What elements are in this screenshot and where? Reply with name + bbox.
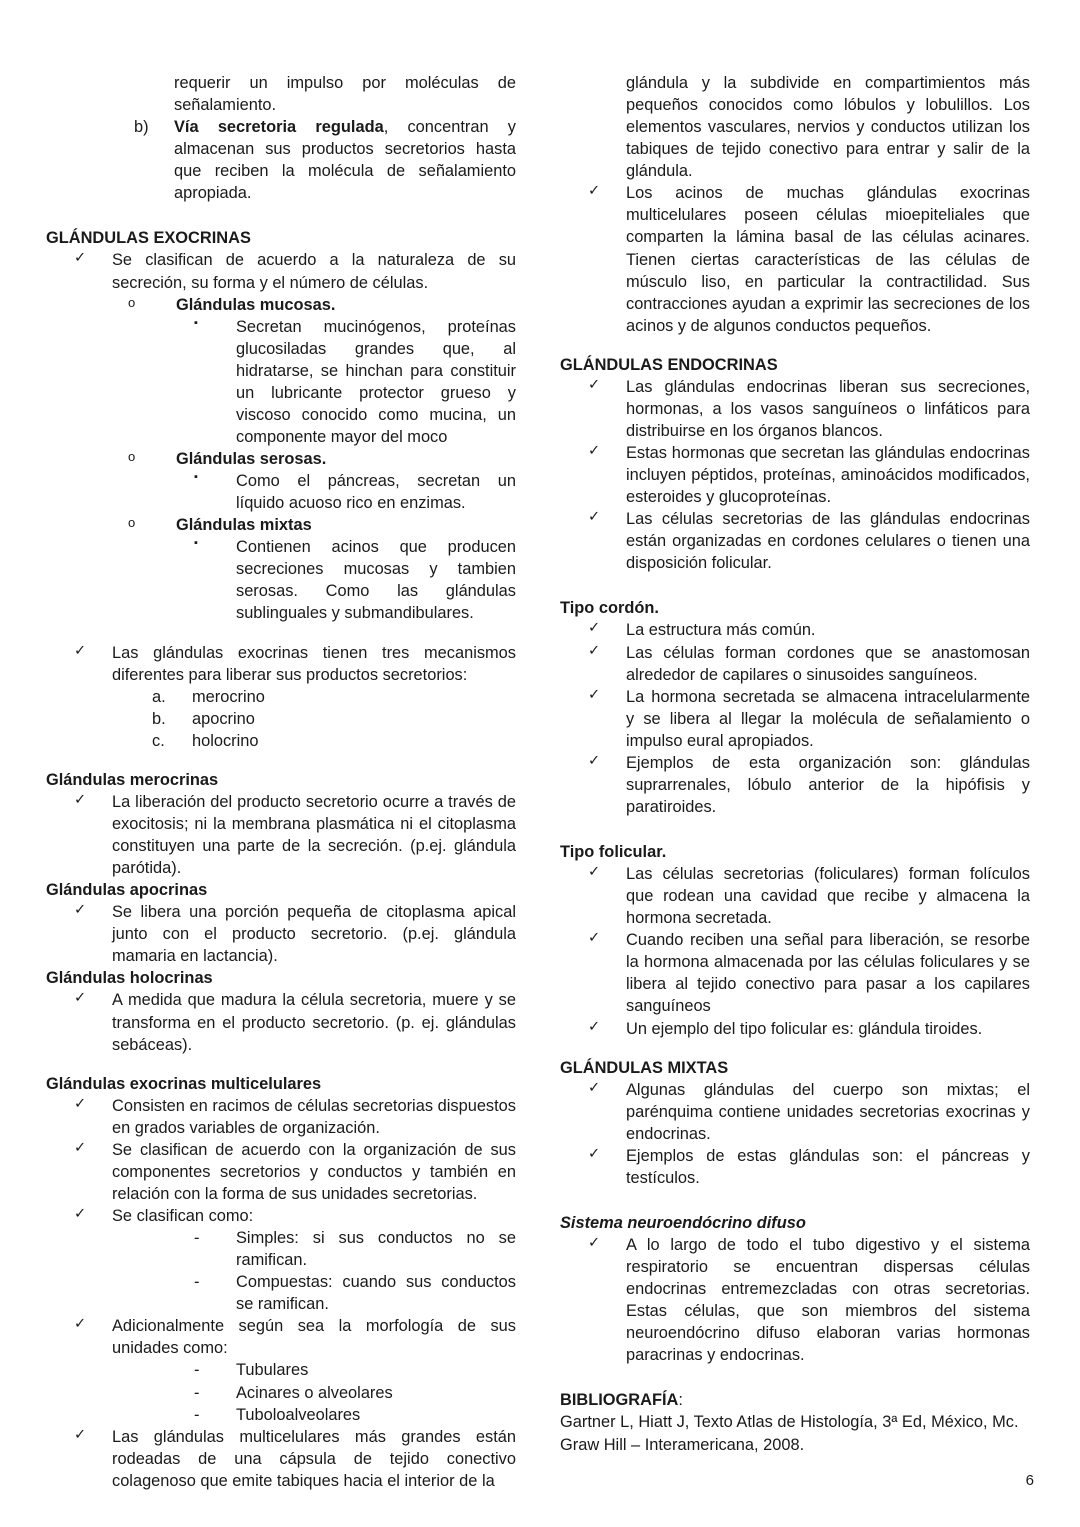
holocrinas-item — [46, 989, 516, 1055]
neuroendocrino-text: A lo largo de todo el tubo digestivo y el sistema respiratorio se encuentran dispersas células endocrinas entremezcladas con otras secretorias. Estas células, que son miembros del sistema neuroendócrino difuso elaboran varias hormonas paracrinas y endocrinas. — [626, 1236, 1030, 1365]
exocrinas-intro-cell — [112, 249, 516, 293]
two-column-layout — [46, 72, 1034, 1492]
mixtas-item — [560, 1145, 1030, 1189]
mecanismos-intro-cell — [112, 642, 516, 686]
serosas-title-bold: Glándulas serosas. — [176, 450, 327, 468]
continued-paragraph-cell — [174, 72, 516, 116]
clasificacion-text: Compuestas: cuando sus conductos se ramifican. — [236, 1273, 516, 1314]
spacer — [46, 625, 516, 642]
mucosas-detail-item — [46, 316, 516, 448]
check-icon: ✓ — [74, 1095, 87, 1112]
circle-bullet-icon: o — [128, 294, 136, 310]
list-marker-a: a. — [152, 687, 166, 706]
multicelulares-item-4-text: Adicionalmente según sea la morfología de sus unidades como: — [112, 1317, 516, 1358]
bibliografia-label: BIBLIOGRAFÍA — [560, 1391, 679, 1410]
check-icon: ✓ — [74, 1206, 87, 1222]
apocrinas-item — [46, 901, 516, 967]
mucosas-title-bold: Glándulas mucosas. — [176, 295, 336, 314]
cordon-cell — [626, 642, 1030, 686]
list-item-mucosas — [46, 294, 516, 316]
continued-paragraph-row — [46, 72, 516, 116]
cordon-cell — [626, 619, 1030, 641]
mixtas-detail-text: Contienen acinos que producen secreciones mucosas y tambien serosas. Como las glándulas sublinguales y submandibulares. — [236, 538, 516, 623]
check-icon: ✓ — [588, 1145, 601, 1162]
list-item-b-text — [174, 116, 516, 204]
multicelulares-item-3 — [46, 1205, 516, 1227]
morfologia-cell — [236, 1359, 516, 1381]
heading-glandulas-exocrinas-multicelulares: Glándulas exocrinas multicelulares — [46, 1074, 322, 1093]
check-icon: ✓ — [588, 752, 601, 769]
circle-bullet-icon: o — [128, 449, 136, 464]
mecanismo-label: merocrino — [192, 687, 265, 706]
clasificacion-cell — [236, 1271, 516, 1315]
check-icon: ✓ — [588, 1079, 601, 1096]
serosas-detail-cell — [236, 470, 516, 514]
folicular-item — [560, 929, 1030, 1017]
list-item-mecanismo — [46, 686, 516, 708]
right-column — [560, 72, 1030, 1456]
mixtas-detail-cell — [236, 536, 516, 624]
morfologia-item — [46, 1359, 516, 1381]
left-column — [46, 72, 516, 1492]
heading-sistema-neuroendocrino-difuso: Sistema neuroendócrino difuso — [560, 1213, 806, 1232]
cordon-text: La estructura más común. — [626, 621, 816, 640]
list-item-serosas — [46, 448, 516, 470]
folicular-cell — [626, 863, 1030, 929]
mixtas-cell — [626, 1145, 1030, 1189]
mucosas-detail-cell — [236, 316, 516, 448]
apocrinas-text: Se libera una porción pequeña de citoplasma apical junto con el producto secretorio. (p.ej. glándula mamaria en lactancia). — [112, 903, 516, 966]
mixtas-title-cell — [176, 514, 516, 536]
apocrinas-cell — [112, 901, 516, 967]
multicelulares-item-1-text: Consisten en racimos de células secretorias dispuestos en grados variables de organización. — [112, 1096, 516, 1137]
check-icon: ✓ — [588, 1235, 601, 1251]
serosas-title — [176, 448, 516, 470]
heading-tipo-cordon: Tipo cordón. — [560, 599, 659, 618]
check-icon: ✓ — [588, 620, 601, 637]
list-marker-b: b. — [152, 709, 166, 728]
morfologia-item — [46, 1382, 516, 1404]
merocrinas-item — [46, 791, 516, 879]
exocrinas-intro-text: Se clasifican de acuerdo a la naturaleza de su secreción, su forma y el número de células. — [112, 251, 516, 292]
heading-glandulas-mixtas: GLÁNDULAS MIXTAS — [560, 1058, 729, 1077]
list-item-b — [46, 116, 516, 204]
continued-paragraph: glándula y la subdivide en compartimientos más pequeños conocidos como lóbulos y lobulillos. Los elementos vasculares, nervios y conductos utilizan los tabiques de tejido conectivo para entrar y salir de la glándula. — [626, 74, 1030, 181]
mecanismo-label: holocrino — [192, 731, 259, 750]
mucosas-title-cell — [176, 294, 516, 316]
holocrinas-text: A medida que madura la célula secretoria, muere y se transforma en el producto secretorio. (p. ej. glándulas sebáceas). — [112, 991, 516, 1054]
folicular-text: Las células secretorias (foliculares) forman folículos que rodean una cavidad que recibe y almacena la hormona secretada. — [626, 865, 1030, 928]
multicelulares-item-2-cell — [112, 1139, 516, 1205]
folicular-cell — [626, 929, 1030, 1017]
check-icon: ✓ — [74, 902, 87, 919]
folicular-text: Un ejemplo del tipo folicular es: glándula tiroides. — [626, 1019, 983, 1038]
multicelulares-item-1 — [46, 1095, 516, 1139]
cordon-cell — [626, 686, 1030, 752]
endocrinas-item — [560, 376, 1030, 442]
bibliografia-reference: Gartner L, Hiatt J, Texto Atlas de Histología, 3ª Ed, México, Mc. Graw Hill – Interamericana, 2008. — [560, 1413, 1019, 1454]
mixtas-text: Algunas glándulas del cuerpo son mixtas; el parénquima contiene unidades secretorias exocrinas y endocrinas. — [626, 1080, 1030, 1143]
mixtas-item — [560, 1079, 1030, 1145]
mucosas-detail-text: Secretan mucinógenos, proteínas glucosiladas grandes que, al hidratarse, se hinchan para constituir un lubricante protector grueso y viscoso conocido como mucina, un componente mayor del moco — [236, 317, 516, 446]
check-icon: ✓ — [588, 864, 601, 881]
continued-paragraph-row — [560, 72, 1030, 182]
clasificacion-text: Simples: si sus conductos no se ramifican. — [236, 1229, 516, 1270]
heading-bibliografia — [560, 1389, 1030, 1411]
multicelulares-item-3-cell — [112, 1205, 516, 1227]
serosas-detail-item — [46, 470, 516, 514]
multicelulares-item-4 — [46, 1315, 516, 1359]
mecanismo-cell — [192, 708, 516, 730]
check-icon: ✓ — [588, 642, 601, 659]
clasificacion-item — [46, 1271, 516, 1315]
list-item-mecanismo — [46, 730, 516, 752]
endocrinas-text: Las células secretorias de las glándulas endocrinas están organizadas en cordones celulares o tienen una disposición folicular. — [626, 510, 1030, 573]
heading-glandulas-exocrinas: GLÁNDULAS EXOCRINAS — [46, 229, 251, 248]
mecanismo-cell — [192, 730, 516, 752]
cordon-item — [560, 686, 1030, 752]
list-item-b-cell — [174, 116, 516, 204]
check-icon: ✓ — [74, 990, 87, 1007]
morfologia-text: Tubulares — [236, 1361, 309, 1380]
heading-glandulas-apocrinas: Glándulas apocrinas — [46, 881, 208, 900]
neuroendocrino-cell — [626, 1234, 1030, 1366]
mixtas-title-bold: Glándulas mixtas — [176, 516, 312, 535]
spacer — [560, 818, 1030, 841]
spacer — [46, 752, 516, 769]
check-icon: ✓ — [74, 791, 87, 808]
spacer — [560, 337, 1030, 354]
mecanismo-label: apocrino — [192, 709, 255, 728]
heading-glandulas-holocrinas: Glándulas holocrinas — [46, 969, 213, 988]
multicelulares-item-5-cell — [112, 1426, 516, 1492]
morfologia-text: Acinares o alveolares — [236, 1383, 393, 1402]
square-bullet-icon: ▪ — [194, 471, 198, 484]
morfologia-item — [46, 1404, 516, 1426]
folicular-item — [560, 1018, 1030, 1040]
neuroendocrino-item — [560, 1234, 1030, 1366]
check-icon: ✓ — [74, 642, 87, 659]
mecanismo-cell — [192, 686, 516, 708]
mecanismos-intro-text: Las glándulas exocrinas tienen tres mecanismos diferentes para liberar sus productos secretorios: — [112, 643, 516, 684]
list-marker-b: b) — [134, 118, 149, 137]
endocrinas-text: Estas hormonas que secretan las glándulas endocrinas incluyen péptidos, proteínas, aminoácidos modificados, esteroides y glucoproteínas. — [626, 444, 1030, 507]
cordon-text: Ejemplos de esta organización son: glándulas suprarrenales, lóbulo anterior de la hipófisis y paratiroides. — [626, 753, 1030, 816]
endocrinas-cell — [626, 508, 1030, 574]
endocrinas-item — [560, 442, 1030, 508]
heading-tipo-folicular: Tipo folicular. — [560, 843, 667, 861]
check-icon: ✓ — [588, 376, 601, 393]
endocrinas-cell — [626, 442, 1030, 508]
morfologia-cell — [236, 1382, 516, 1404]
dash-bullet-icon: - — [194, 1383, 200, 1402]
acinos-text: Los acinos de muchas glándulas exocrinas multicelulares poseen células mioepiteliales que comparten la lámina basal de las células acinares. Tienen ciertas características de las células de músculo liso, en particular la contractilidad. Sus contracciones ayudan a exprimir las secreciones de los acinos y de algunos conductos pequeños. — [626, 184, 1030, 335]
multicelulares-item-3-text: Se clasifican como: — [112, 1207, 254, 1225]
cordon-item — [560, 752, 1030, 818]
folicular-text: Cuando reciben una señal para liberación, se resorbe la hormona almacenada por las células foliculares y se libera al tejido conectivo para pasar a los capilares sanguíneos — [626, 931, 1030, 1016]
multicelulares-item-4-cell — [112, 1315, 516, 1359]
mixtas-detail-item — [46, 536, 516, 624]
cordon-text: La hormona secretada se almacena intracelularmente y se libera al llegar la molécula de señalamiento o impulso eural apropiados. — [626, 687, 1030, 750]
check-icon: ✓ — [588, 509, 601, 526]
spacer — [46, 1056, 516, 1073]
mecanismos-intro-item — [46, 642, 516, 686]
multicelulares-item-2 — [46, 1139, 516, 1205]
spacer — [560, 574, 1030, 597]
page-number: 6 — [1025, 1472, 1034, 1489]
mucosas-title — [176, 294, 516, 316]
list-item-mixtas — [46, 514, 516, 536]
spacer — [560, 1040, 1030, 1057]
multicelulares-item-1-cell — [112, 1095, 516, 1139]
dash-bullet-icon: - — [194, 1229, 200, 1248]
endocrinas-item — [560, 508, 1030, 574]
clasificacion-cell — [236, 1227, 516, 1271]
spacer — [560, 1189, 1030, 1212]
folicular-item — [560, 863, 1030, 929]
merocrinas-cell — [112, 791, 516, 879]
cordon-item — [560, 619, 1030, 641]
cordon-text: Las células forman cordones que se anastomosan alrededor de capilares o sinusoides sanguíneos. — [626, 643, 1030, 684]
mixtas-title — [176, 514, 516, 536]
multicelulares-item-2-text: Se clasifican de acuerdo con la organización de sus componentes secretorios y conductos y también en relación con la forma de sus unidades secretorias. — [112, 1140, 516, 1203]
list-marker-c: c. — [152, 731, 165, 750]
serosas-title-cell — [176, 448, 516, 470]
check-icon: ✓ — [588, 686, 601, 703]
endocrinas-cell — [626, 376, 1030, 442]
check-icon: ✓ — [74, 1316, 87, 1333]
dash-bullet-icon: - — [194, 1361, 200, 1380]
cordon-item — [560, 642, 1030, 686]
clasificacion-item — [46, 1227, 516, 1271]
check-icon: ✓ — [588, 443, 601, 459]
list-item-b-rest: , concentran y almacenan sus productos secretorios hasta que reciben la molécula de señalamiento apropiada. — [174, 118, 516, 203]
square-bullet-icon: ▪ — [194, 316, 198, 329]
multicelulares-item-5 — [46, 1426, 516, 1492]
heading-glandulas-merocrinas: Glándulas merocrinas — [46, 770, 219, 789]
continued-paragraph: requerir un impulso por moléculas de señalamiento. — [174, 74, 516, 115]
square-bullet-icon: ▪ — [194, 537, 198, 550]
acinos-item — [560, 182, 1030, 336]
serosas-detail-text: Como el páncreas, secretan un líquido acuoso rico en enzimas. — [236, 472, 516, 513]
bibliografia-colon: : — [678, 1391, 683, 1410]
endocrinas-text: Las glándulas endocrinas liberan sus secreciones, hormonas, a los vasos sanguíneos o linfáticos para distribuirse en los órganos blancos. — [626, 377, 1030, 440]
circle-bullet-icon: o — [128, 515, 136, 531]
check-icon: ✓ — [74, 1139, 87, 1156]
holocrinas-cell — [112, 989, 516, 1055]
heading-glandulas-endocrinas: GLÁNDULAS ENDOCRINAS — [560, 355, 778, 374]
multicelulares-item-5-text: Las glándulas multicelulares más grandes están rodeadas de una cápsula de tejido conectivo colagenoso que emite tabiques hacia el interior de la — [112, 1427, 516, 1490]
list-item-mecanismo — [46, 708, 516, 730]
spacer — [46, 204, 516, 227]
check-icon: ✓ — [588, 1018, 601, 1035]
spacer — [560, 1366, 1030, 1389]
dash-bullet-icon: - — [194, 1273, 200, 1292]
continued-paragraph-cell — [626, 72, 1030, 182]
morfologia-cell — [236, 1404, 516, 1426]
dash-bullet-icon: - — [194, 1405, 200, 1424]
morfologia-text: Tuboloalveolares — [236, 1405, 361, 1424]
mixtas-cell — [626, 1079, 1030, 1145]
cordon-cell — [626, 752, 1030, 818]
merocrinas-text: La liberación del producto secretorio ocurre a través de exocitosis; ni la membrana plasmática ni el citoplasma constituyen una parte de la secreción. (p.ej. glándula parótida). — [112, 792, 516, 878]
check-icon: ✓ — [588, 930, 601, 947]
check-icon: ✓ — [588, 183, 601, 200]
exocrinas-intro-item — [46, 249, 516, 293]
acinos-cell — [626, 182, 1030, 336]
mixtas-text: Ejemplos de estas glándulas son: el páncreas y testículos. — [626, 1146, 1030, 1187]
check-icon: ✓ — [74, 1426, 87, 1443]
list-item-b-bold: Vía secretoria regulada — [174, 118, 384, 137]
folicular-cell — [626, 1018, 1030, 1040]
check-icon: ✓ — [74, 250, 87, 267]
